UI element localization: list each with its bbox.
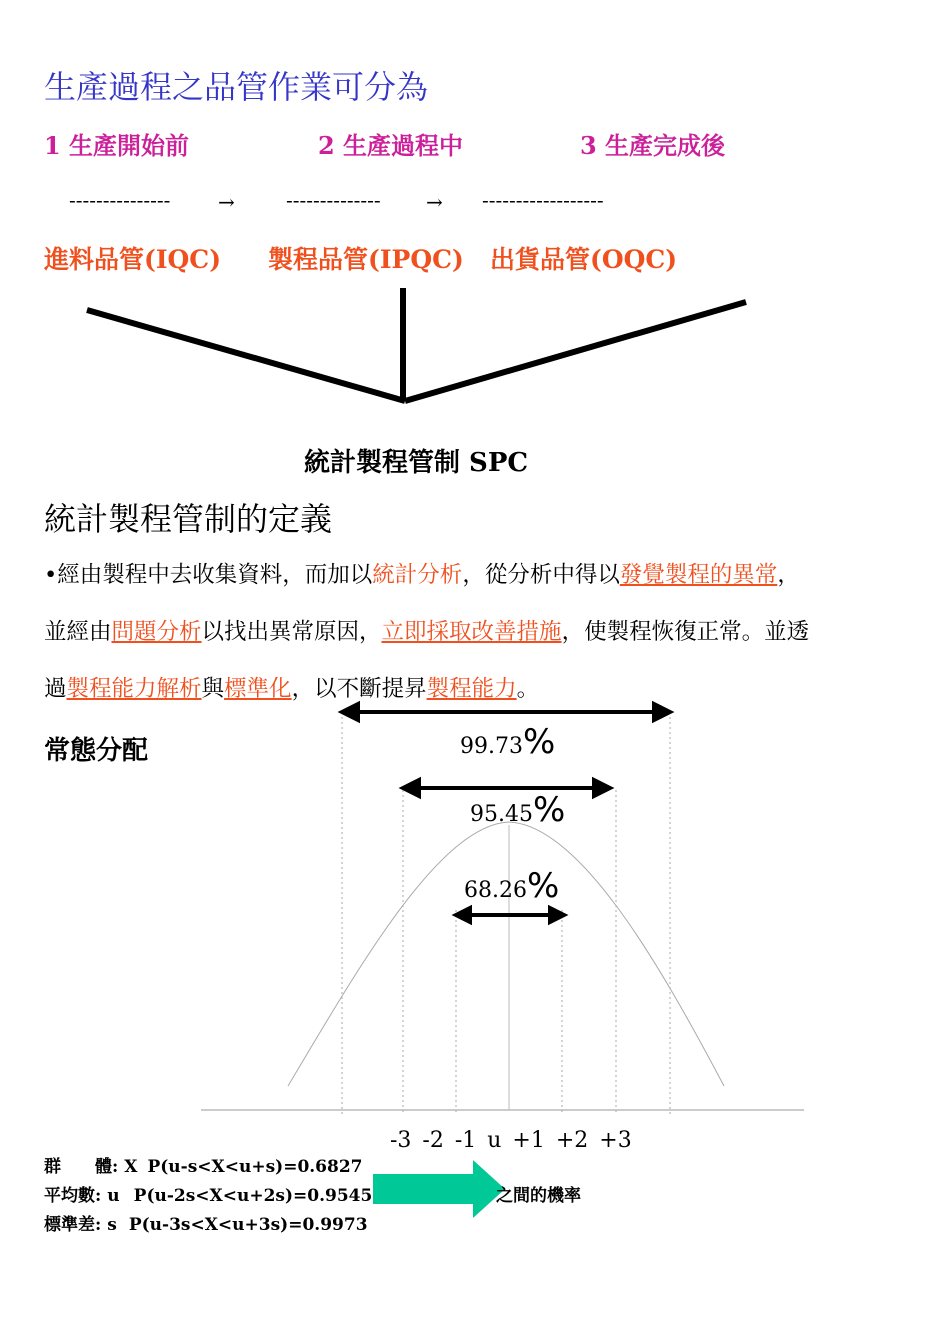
arrow-caption: 之間的機率 xyxy=(496,1186,581,1206)
page-title: 生產過程之品管作業可分為 xyxy=(44,68,429,106)
qc-ipqc: 製程品管(IPQC) xyxy=(268,245,464,274)
definition-title: 統計製程管制的定義 xyxy=(44,500,333,538)
converge-line-right xyxy=(405,302,746,401)
definition-line-2: 並經由問題分析以找出異常原因，立即採取改善措施，使製程恢復正常。並透 xyxy=(44,619,810,645)
stage-during: 2 生產過程中 xyxy=(318,131,464,160)
qc-oqc: 出貨品管(OQC) xyxy=(490,245,678,274)
bell-curve xyxy=(288,822,724,1086)
pct-95-45: 95.45% xyxy=(470,790,566,830)
dash-line-1: --------------- xyxy=(69,188,171,212)
spc-label: 統計製程管制 SPC xyxy=(304,448,529,478)
pct-99-73: 99.73% xyxy=(460,722,556,762)
stage-before: 1 生產開始前 xyxy=(44,131,190,160)
dash-line-2: -------------- xyxy=(286,188,381,212)
qc-iqc: 進料品管(IQC) xyxy=(44,245,222,274)
arrow-right-icon: → xyxy=(218,190,235,214)
arrow-right-icon: → xyxy=(426,190,443,214)
arrow-right-icon xyxy=(373,1160,505,1218)
dash-line-3: ------------------ xyxy=(482,188,604,212)
stats-row-2: 平均數: u P(u-2s<X<u+2s)=0.9545 xyxy=(44,1186,373,1206)
converge-line-left xyxy=(87,310,405,401)
pct-68-26: 68.26% xyxy=(464,866,560,906)
stage-after: 3 生產完成後 xyxy=(580,131,726,160)
normal-distribution-title: 常態分配 xyxy=(44,736,149,766)
definition-line-1: •經由製程中去收集資料，而加以統計分析，從分析中得以發覺製程的異常， xyxy=(44,562,800,588)
definition-line-3: 過製程能力解析與標準化，以不斷提昇製程能力。 xyxy=(44,676,540,702)
stats-row-1: 群 體: X P(u-s<X<u+s)=0.6827 xyxy=(44,1157,363,1177)
stats-row-3: 標準差: s P(u-3s<X<u+3s)=0.9973 xyxy=(44,1215,368,1235)
axis-labels: -3 -2 -1 u +1 +2 +3 xyxy=(390,1128,632,1153)
